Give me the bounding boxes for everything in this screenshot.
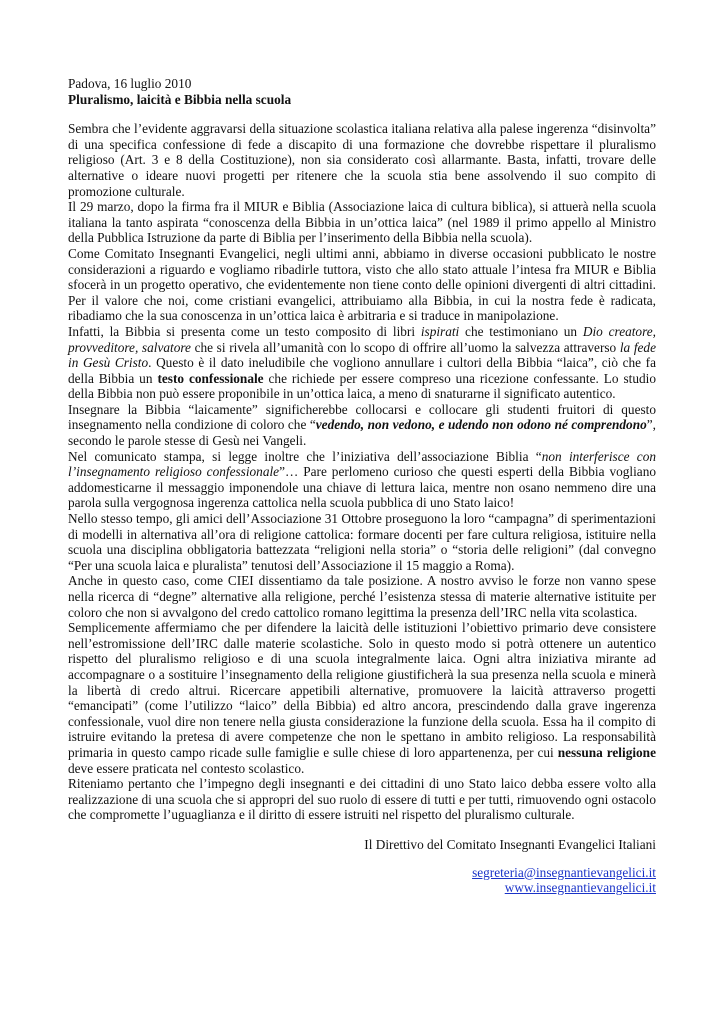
document-body: [68, 121, 656, 823]
text-run: ”… Pare perlomeno curioso che questi esperti della Bibbia vogliano addomesticarne il messaggio imponendole una chiave di lettura laica, mentre non osano nemmeno dire una parola sulla vergognosa ingerenza cattolica nella scuola pubblica di uno Stato laico!: [68, 464, 656, 511]
italic-run: la fede in Gesù Cristo: [68, 339, 656, 371]
text-run: deve essere praticata nel contesto scolastico.: [68, 760, 305, 776]
signature: Il Direttivo del Comitato Insegnanti Evangelici Italiani: [364, 836, 656, 852]
text-run: . Questo è il dato ineludibile che vogliono annullare i cultori della Bibbia “laica”, ciò che fa della Bibbia un: [68, 355, 656, 386]
document-title: Pluralismo, laicità e Bibbia nella scuola: [68, 91, 292, 107]
paragraph-7: Nello stesso tempo, gli amici dell’Associazione 31 Ottobre proseguono la loro “campagna” di sperimentazioni di modelli in alternativa all’ora di religione cattolica: formare docenti per fare cultura religiosa, istituire nella scuola una disciplina obbligatoria battezzata “religioni nella storia” o “storia delle religioni” (dal convegno “Per una scuola laica e pluralista” tenutosi dell’Associazione il 15 maggio a Roma).: [68, 511, 656, 573]
paragraph-4: [68, 324, 656, 402]
text-run: ”, secondo le parole stesse di Gesù nei Vangeli.: [68, 417, 656, 449]
contacts-block: [68, 865, 656, 896]
bold-run: testo confessionale: [157, 370, 264, 386]
text-run: Infatti, la Bibbia si presenta come un testo composito di libri: [68, 323, 421, 339]
italic-run: ispirati: [420, 323, 460, 339]
text-run: Nel comunicato stampa, si legge inoltre che l’iniziativa dell’associazione Biblia “: [68, 448, 542, 464]
italic-run: Dio creatore, provveditore, salvatore: [68, 323, 656, 355]
paragraph-9: [68, 620, 656, 776]
paragraph-2: Il 29 marzo, dopo la firma fra il MIUR e Biblia (Associazione laica di cultura biblica), si attuerà nella scuola italiana la tanto aspirata “conoscenza della Bibbia in un’ottica laica” (nel 1989 il primo appello al Ministro della Pubblica Istruzione da parte di Biblia per l’inserimento della Bibbia nella scuola).: [68, 199, 656, 246]
paragraph-6: [68, 449, 656, 511]
text-run: che si rivela all’umanità con lo scopo di offrire all’uomo la salvezza attraverso: [190, 339, 620, 355]
website-link[interactable]: www.insegnantievangelici.it: [504, 880, 656, 896]
text-run: Insegnare la Bibbia “laicamente” significherebbe collocarsi e collocare gli studenti fruitori di questo insegnamento nella condizione di coloro che “: [68, 401, 656, 433]
text-run: che richiede per essere compreso una ricezione confessante. Lo studio della Bibbia non può essere proponibile in un’ottica laica, a meno di snaturarne il significato autentico.: [68, 370, 656, 402]
paragraph-5: [68, 402, 656, 449]
paragraph-1: Sembra che l’evidente aggravarsi della situazione scolastica italiana relativa alla palese ingerenza “disinvolta” di una specifica confessione di fede a discapito di una formazione che dovrebbe rispettare il pluralismo religioso (Art. 3 e 8 della Costituzione), non sia considerato così allarmante. Basta, infatti, trovare delle alternative o ideare nuovi progetti per ritenere che la scuola stia bene assolvendo il suo compito di promozione culturale.: [68, 121, 656, 199]
document-header: [68, 76, 656, 107]
italic-quote: non interferisce con l’insegnamento religioso confessionale: [68, 448, 657, 480]
text-run: Semplicemente affermiamo che per difendere la laicità delle istituzioni l’obiettivo primario deve consistere nell’estromissione dell’IRC dalle materie scolastiche. Solo in questo modo si potrà ottenere un autentico rispetto del pluralismo religioso e di una scuola integralmente laica. Ogni altra iniziativa mirante ad accompagnare o a sostituire l’insegnamento della religione giustificherà la sua presenza nella scuola e minerà la libertà di credo altrui. Ricercare appetibili alternative, promuovere la laicità attraverso progetti “emancipati” (come l’utilizzo “laico” della Bibbia) ed altro ancora, prescindendo dalla grave ingerenza confessionale, vuol dire non tenere nella giusta considerazione la funzione della scuola. Essa ha il compito di istruire evitando la pretesa di avere competenze che non le spettano in ambito religioso. La responsabilità primaria in questo campo ricade sulle famiglie e sulle chiese di loro appartenenza, per cui: [68, 620, 656, 760]
email-link[interactable]: segreteria@insegnantievangelici.it: [472, 864, 656, 880]
document-page: [68, 76, 656, 896]
paragraph-8: Anche in questo caso, come CIEI dissentiamo da tale posizione. A nostro avviso le forze non vanno spese nella ricerca di “degne” alternative alla religione, perché l’esistenza stessa di materie alternative istituite per coloro che non si avvalgono del credo cattolico romano legittima la presenza dell’IRC nella vita scolastica.: [68, 573, 656, 620]
bold-italic-quote: vedendo, non vedono, e udendo non odono né comprendono: [315, 417, 647, 433]
paragraph-10: Riteniamo pertanto che l’impegno degli insegnanti e dei cittadini di uno Stato laico debba essere volto alla realizzazione di una scuola che si appropri del suo ruolo di essere di tutti e per tutti, rimuovendo ogni ostacolo che compromette l’uguaglianza e il diritto di essere istruiti nel rispetto del pluralismo culturale.: [68, 776, 656, 823]
bold-run: nessuna religione: [557, 744, 656, 760]
paragraph-3: Come Comitato Insegnanti Evangelici, negli ultimi anni, abbiamo in diverse occasioni pubblicato le nostre considerazioni a riguardo e vogliamo ribadirle tuttora, visto che allo stato attuale l’intesa fra MIUR e Biblia sfocerà in un progetto operativo, che evidentemente non tiene conto delle opinioni divergenti di altri cittadini. Per il valore che noi, come cristiani evangelici, attribuiamo alla Bibbia, in cui la nostra fede è radicata, ribadiamo che la sua conoscenza in un’ottica laica è arbitraria e si traduce in manipolazione.: [68, 245, 656, 324]
date-line: Padova, 16 luglio 2010: [68, 76, 192, 91]
text-run: che testimoniano un: [459, 323, 583, 339]
